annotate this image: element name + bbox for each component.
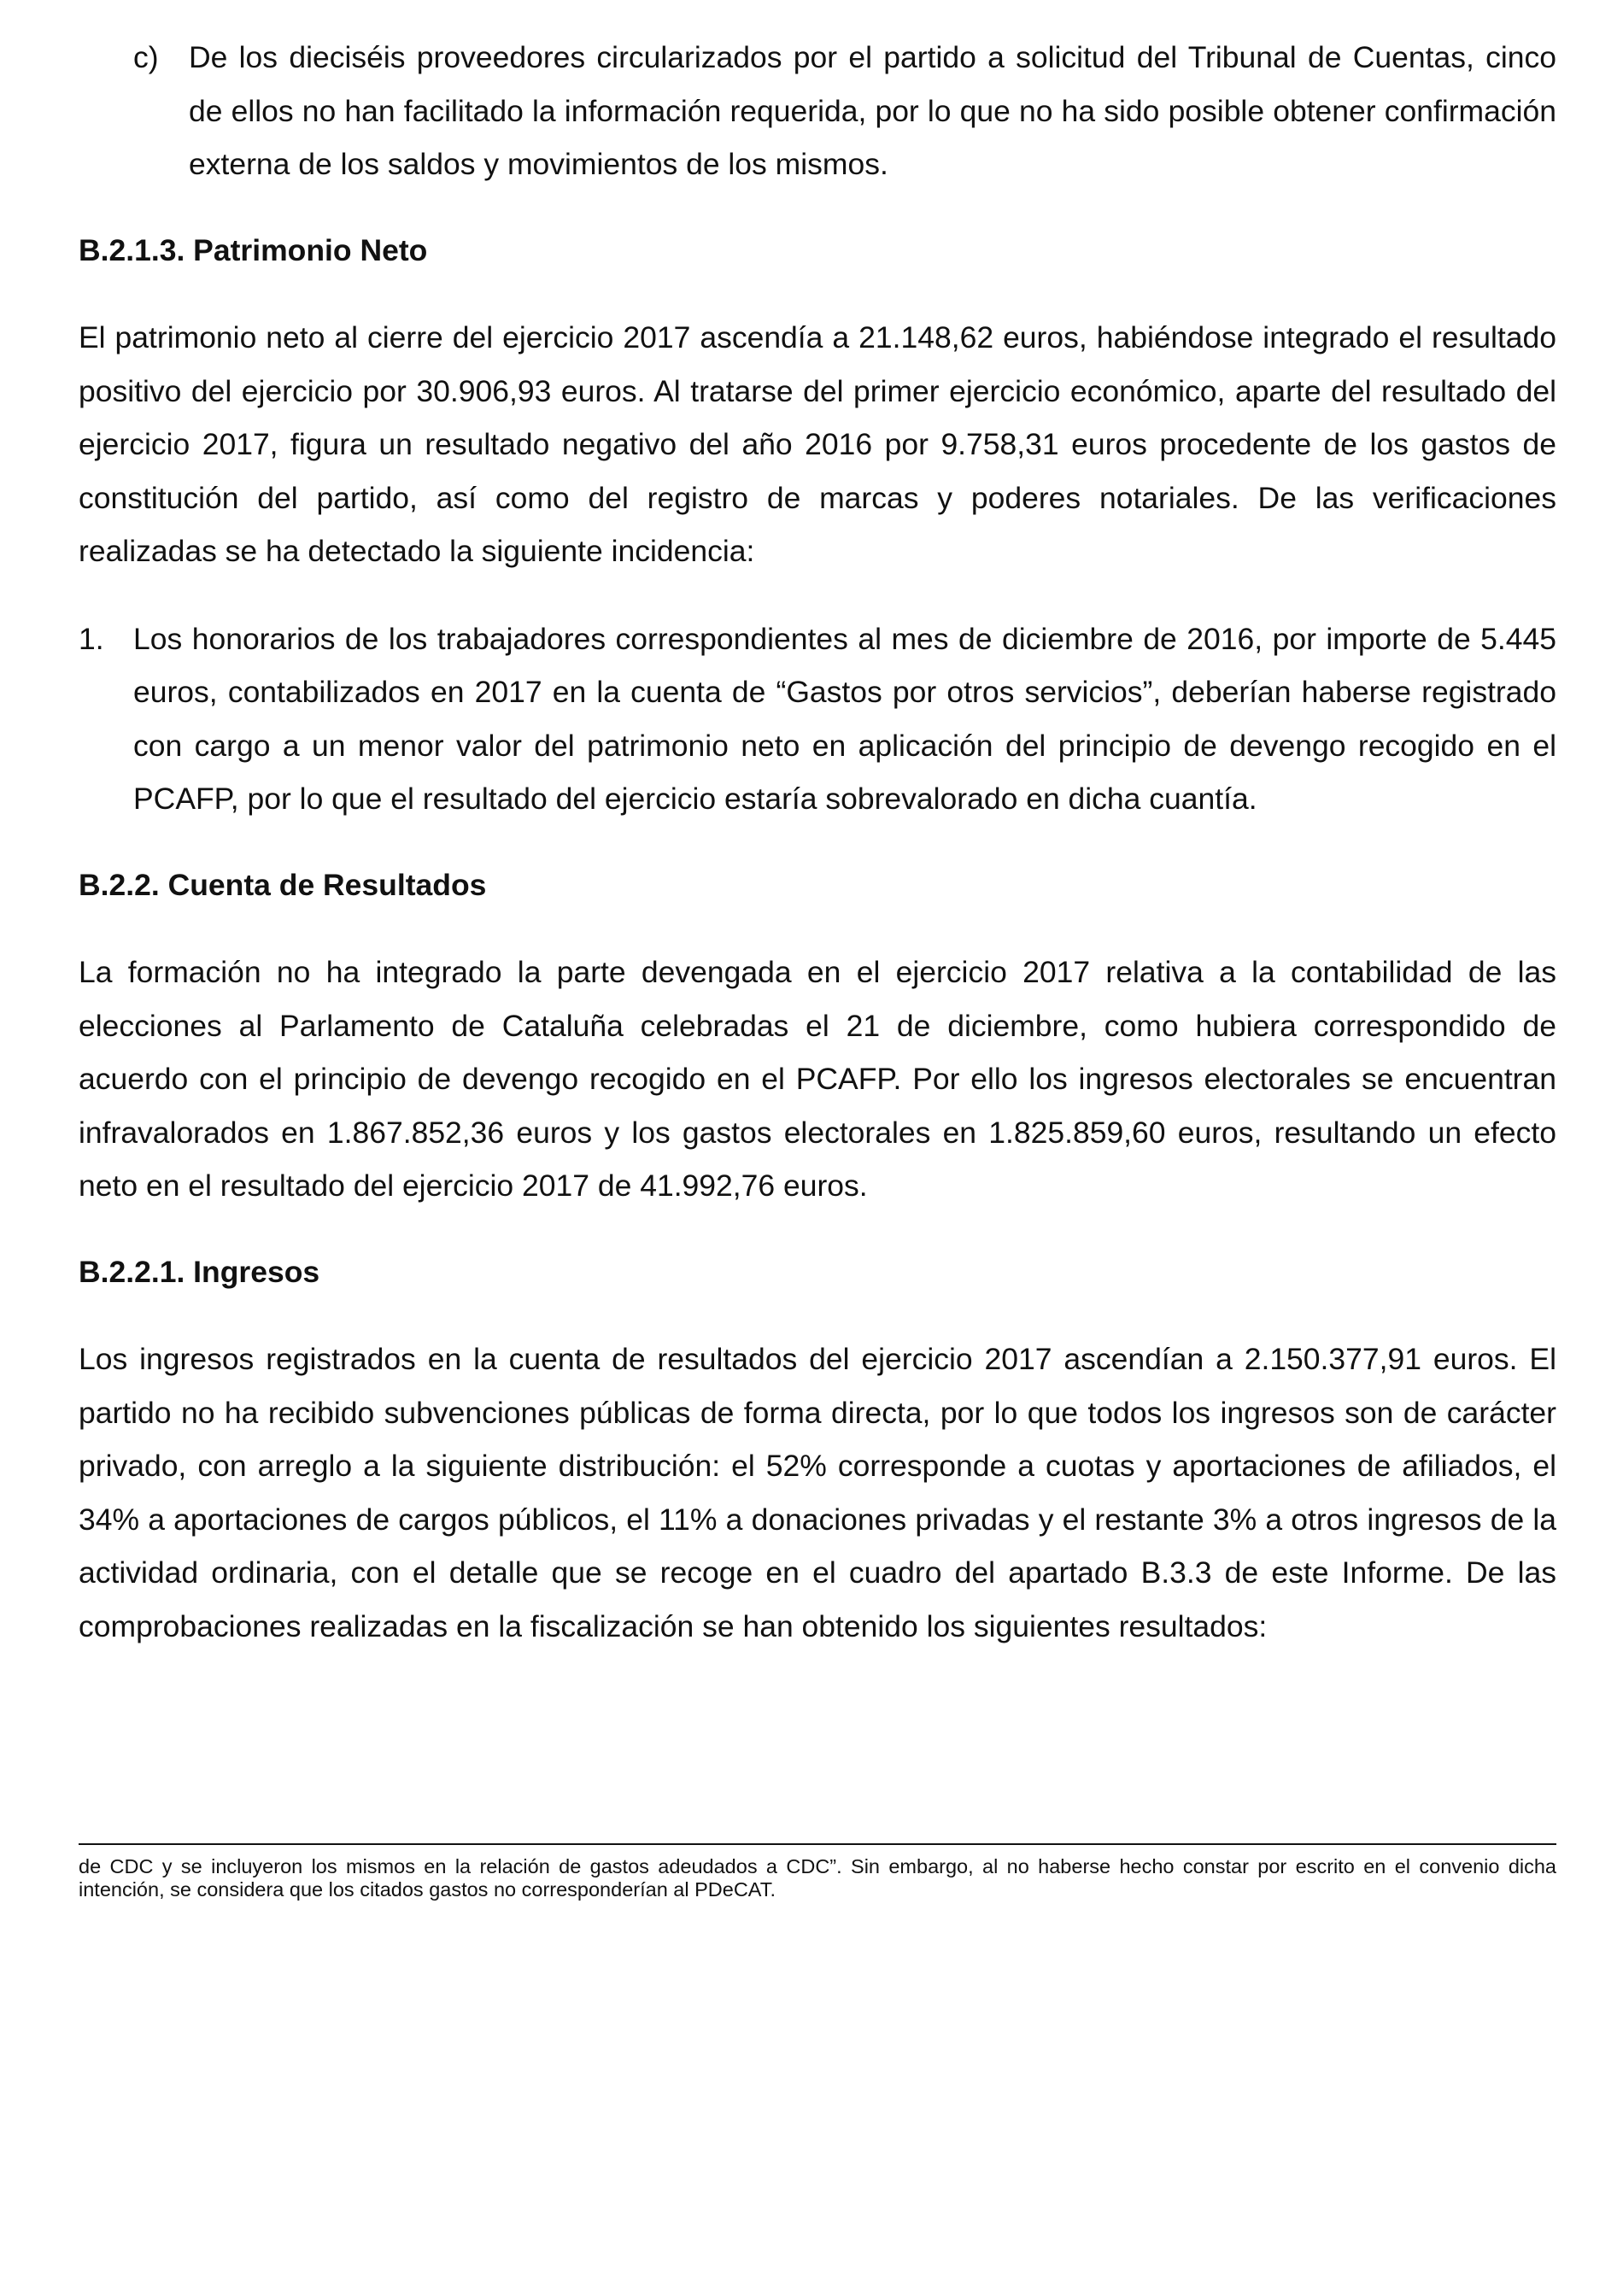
section-heading-ingresos: B.2.2.1. Ingresos (79, 1254, 320, 1289)
section-heading-patrimonio-neto: B.2.1.3. Patrimonio Neto (79, 232, 428, 267)
paragraph-cuenta-de-resultados: La formación no ha integrado la parte devengada en el ejercicio 2017 relativa a la contabilidad de las elecciones al Parlamento de Cataluña celebradas el 21 de diciembre, como hubiera correspondido de acuerdo con el principio de devengo recogido en el PCAFP. Por ello los ingresos electorales se encuentran infravalorados en 1.867.852,36 euros y los gastos electorales en 1.825.859,60 euros, resultando un efecto neto en el resultado del ejercicio 2017 de 41.992,76 euros. (79, 955, 1556, 1203)
section-heading-cuenta-de-resultados: B.2.2. Cuenta de Resultados (79, 867, 487, 902)
footnote-text: de CDC y se incluyeron los mismos en la relación de gastos adeudados a CDC”. Sin embargo, al no haberse hecho constar por escrito en el convenio dicha intención, se considera que los citados gastos no corresponderían al PDeCAT. (79, 1855, 1556, 1901)
page-body (79, 31, 1556, 1653)
list-marker: c) (133, 40, 159, 74)
list-item-text: De los dieciséis proveedores circularizados por el partido a solicitud del Tribunal de Cuentas, cinco de ellos no han facilitado la información requerida, por lo que no ha sido posible obtener confirmación externa de los saldos y movimientos de los mismos. (189, 40, 1556, 181)
paragraph-patrimonio-neto: El patrimonio neto al cierre del ejercicio 2017 ascendía a 21.148,62 euros, habiéndose integrado el resultado positivo del ejercicio por 30.906,93 euros. Al tratarse del primer ejercicio económico, aparte del resultado del ejercicio 2017, figura un resultado negativo del año 2016 por 9.758,31 euros procedente de los gastos de constitución del partido, así como del registro de marcas y poderes notariales. De las verificaciones realizadas se ha detectado la siguiente incidencia: (79, 320, 1556, 568)
list-item-c (79, 31, 1556, 191)
list-item-text: Los honorarios de los trabajadores correspondientes al mes de diciembre de 2016, por importe de 5.445 euros, contabilizados en 2017 en la cuenta de “Gastos por otros servicios”, deberían haberse registrado con cargo a un menor valor del patrimonio neto en aplicación del principio de devengo recogido en el PCAFP, por lo que el resultado del ejercicio estaría sobrevalorado en dicha cuantía. (133, 621, 1556, 816)
list-marker: 1. (79, 621, 104, 656)
footnote-separator (79, 1843, 1556, 1845)
paragraph-ingresos: Los ingresos registrados en la cuenta de resultados del ejercicio 2017 ascendían a 2.150.377,91 euros. El partido no ha recibido subvenciones públicas de forma directa, por lo que todos los ingresos son de carácter privado, con arreglo a la siguiente distribución: el 52% corresponde a cuotas y aportaciones de afiliados, el 34% a aportaciones de cargos públicos, el 11% a donaciones privadas y el restante 3% a otros ingresos de la actividad ordinaria, con el detalle que se recoge en el cuadro del apartado B.3.3 de este Informe. De las comprobaciones realizadas en la fiscalización se han obtenido los siguientes resultados: (79, 1342, 1556, 1643)
list-item-1 (79, 612, 1556, 826)
